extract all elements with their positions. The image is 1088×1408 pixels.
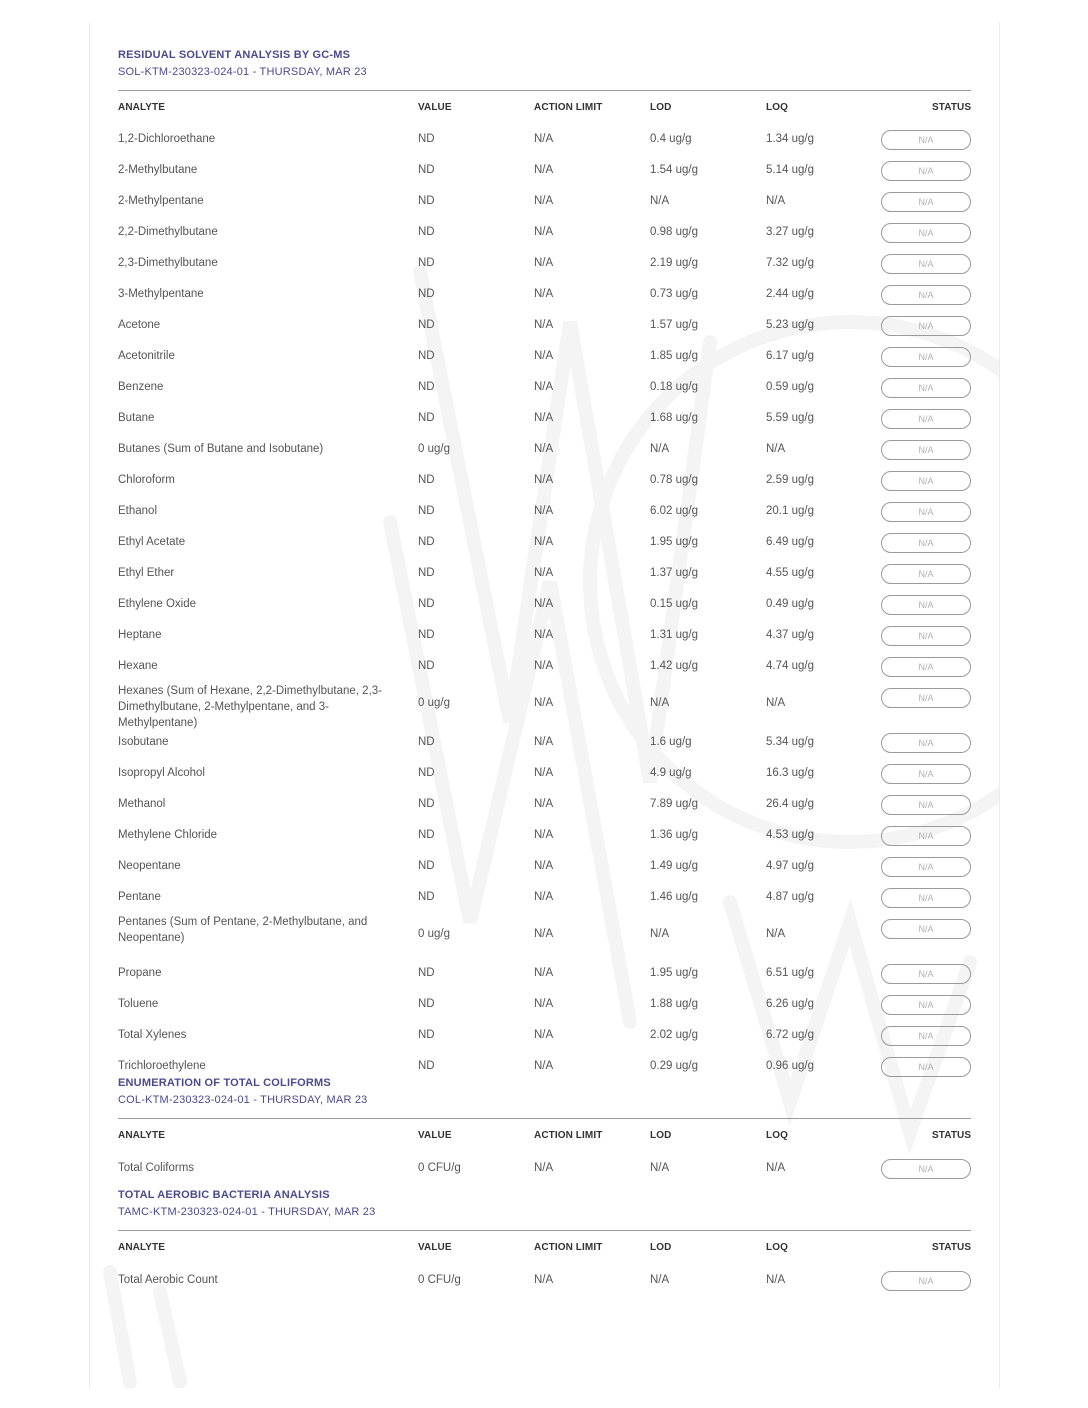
cell-value: 0 ug/g — [418, 697, 450, 709]
cell-action-limit: N/A — [534, 195, 554, 207]
cell-value: ND — [418, 629, 435, 641]
cell-value: ND — [418, 195, 435, 207]
cell-value: ND — [418, 319, 435, 331]
cell-action-limit: N/A — [534, 697, 554, 709]
cell-action-limit: N/A — [534, 226, 554, 238]
cell-analyte: Pentanes (Sum of Pentane, 2-Methylbutane, and Neopentane) — [118, 916, 368, 944]
cell-action-limit: N/A — [534, 567, 554, 579]
status-badge: N/A — [881, 688, 971, 708]
cell-value: 0 CFU/g — [418, 1274, 461, 1286]
column-header-value: VALUE — [418, 1242, 452, 1253]
cell-action-limit: N/A — [534, 1029, 554, 1041]
report-page — [89, 22, 1000, 1388]
status-badge: N/A — [881, 733, 971, 753]
cell-action-limit: N/A — [534, 860, 554, 872]
column-header-lod: LOD — [650, 1130, 672, 1141]
cell-analyte: Neopentane — [118, 860, 181, 872]
cell-loq: 5.14 ug/g — [766, 164, 814, 176]
section-subtitle: COL-KTM-230323-024-01 - THURSDAY, MAR 23 — [118, 1094, 368, 1106]
cell-lod: 0.18 ug/g — [650, 381, 698, 393]
cell-value: ND — [418, 1029, 435, 1041]
cell-action-limit: N/A — [534, 288, 554, 300]
cell-loq: 5.34 ug/g — [766, 736, 814, 748]
column-header-lod: LOD — [650, 102, 672, 113]
cell-value: ND — [418, 412, 435, 424]
cell-loq: 4.55 ug/g — [766, 567, 814, 579]
status-badge: N/A — [881, 130, 971, 150]
status-badge: N/A — [881, 223, 971, 243]
cell-analyte: 2,2-Dimethylbutane — [118, 226, 218, 238]
cell-lod: 0.78 ug/g — [650, 474, 698, 486]
cell-lod: 1.36 ug/g — [650, 829, 698, 841]
cell-value: ND — [418, 226, 435, 238]
cell-value: ND — [418, 288, 435, 300]
status-badge: N/A — [881, 764, 971, 784]
cell-loq: 5.23 ug/g — [766, 319, 814, 331]
cell-analyte: Acetone — [118, 319, 161, 331]
status-badge: N/A — [881, 1057, 971, 1077]
cell-action-limit: N/A — [534, 629, 554, 641]
cell-action-limit: N/A — [534, 536, 554, 548]
cell-lod: N/A — [650, 1162, 670, 1174]
status-badge: N/A — [881, 964, 971, 984]
cell-lod: 2.02 ug/g — [650, 1029, 698, 1041]
cell-lod: 0.4 ug/g — [650, 133, 692, 145]
cell-analyte: Acetonitrile — [118, 350, 175, 362]
cell-action-limit: N/A — [534, 474, 554, 486]
cell-loq: 1.34 ug/g — [766, 133, 814, 145]
cell-loq: 0.59 ug/g — [766, 381, 814, 393]
cell-value: 0 CFU/g — [418, 1162, 461, 1174]
status-badge: N/A — [881, 409, 971, 429]
column-header-status: STATUS — [932, 1242, 972, 1253]
cell-analyte: Ethyl Ether — [118, 567, 175, 579]
section-divider — [118, 90, 971, 91]
cell-value: ND — [418, 381, 435, 393]
cell-action-limit: N/A — [534, 928, 554, 940]
cell-analyte: Isobutane — [118, 736, 169, 748]
status-badge: N/A — [881, 888, 971, 908]
cell-analyte: Toluene — [118, 998, 159, 1010]
cell-lod: 0.29 ug/g — [650, 1060, 698, 1072]
cell-analyte: Ethanol — [118, 505, 158, 517]
cell-action-limit: N/A — [534, 1060, 554, 1072]
column-header-analyte: ANALYTE — [118, 102, 166, 113]
cell-loq: N/A — [766, 1274, 786, 1286]
cell-action-limit: N/A — [534, 767, 554, 779]
cell-loq: 6.51 ug/g — [766, 967, 814, 979]
cell-analyte: Butane — [118, 412, 155, 424]
cell-loq: 0.49 ug/g — [766, 598, 814, 610]
cell-analyte: Ethyl Acetate — [118, 536, 186, 548]
cell-loq: 4.74 ug/g — [766, 660, 814, 672]
cell-lod: 1.57 ug/g — [650, 319, 698, 331]
cell-value: ND — [418, 798, 435, 810]
cell-action-limit: N/A — [534, 164, 554, 176]
cell-loq: 0.96 ug/g — [766, 1060, 814, 1072]
cell-lod: 1.6 ug/g — [650, 736, 692, 748]
cell-action-limit: N/A — [534, 412, 554, 424]
cell-analyte: Methylene Chloride — [118, 829, 218, 841]
cell-action-limit: N/A — [534, 829, 554, 841]
cell-lod: N/A — [650, 697, 670, 709]
cell-lod: 2.19 ug/g — [650, 257, 698, 269]
status-badge: N/A — [881, 1159, 971, 1179]
cell-action-limit: N/A — [534, 257, 554, 269]
cell-value: ND — [418, 736, 435, 748]
cell-value: ND — [418, 598, 435, 610]
cell-action-limit: N/A — [534, 505, 554, 517]
cell-action-limit: N/A — [534, 598, 554, 610]
status-badge: N/A — [881, 995, 971, 1015]
cell-lod: 1.95 ug/g — [650, 536, 698, 548]
cell-analyte: Isopropyl Alcohol — [118, 767, 205, 779]
cell-lod: 1.68 ug/g — [650, 412, 698, 424]
cell-analyte: Total Aerobic Count — [118, 1274, 218, 1286]
cell-analyte: 1,2-Dichloroethane — [118, 133, 216, 145]
column-header-action-limit: ACTION LIMIT — [534, 1242, 603, 1253]
cell-lod: 1.95 ug/g — [650, 967, 698, 979]
status-badge: N/A — [881, 564, 971, 584]
cell-value: ND — [418, 505, 435, 517]
cell-lod: 1.42 ug/g — [650, 660, 698, 672]
cell-lod: 0.15 ug/g — [650, 598, 698, 610]
cell-action-limit: N/A — [534, 350, 554, 362]
cell-action-limit: N/A — [534, 736, 554, 748]
cell-loq: 4.53 ug/g — [766, 829, 814, 841]
cell-action-limit: N/A — [534, 319, 554, 331]
cell-analyte: Total Xylenes — [118, 1029, 187, 1041]
cell-value: ND — [418, 1060, 435, 1072]
cell-loq: 2.59 ug/g — [766, 474, 814, 486]
cell-loq: 20.1 ug/g — [766, 505, 814, 517]
cell-analyte: Total Coliforms — [118, 1162, 195, 1174]
cell-lod: 0.73 ug/g — [650, 288, 698, 300]
cell-value: ND — [418, 350, 435, 362]
status-badge: N/A — [881, 347, 971, 367]
cell-loq: 5.59 ug/g — [766, 412, 814, 424]
cell-lod: 0.98 ug/g — [650, 226, 698, 238]
status-badge: N/A — [881, 795, 971, 815]
cell-analyte: Ethylene Oxide — [118, 598, 196, 610]
cell-lod: N/A — [650, 1274, 670, 1286]
cell-value: ND — [418, 767, 435, 779]
cell-lod: 1.54 ug/g — [650, 164, 698, 176]
status-badge: N/A — [881, 285, 971, 305]
cell-action-limit: N/A — [534, 443, 554, 455]
column-header-loq: LOQ — [766, 102, 788, 113]
section-title: ENUMERATION OF TOTAL COLIFORMS — [118, 1077, 331, 1089]
column-header-action-limit: ACTION LIMIT — [534, 102, 603, 113]
cell-value: ND — [418, 860, 435, 872]
cell-analyte: Trichloroethylene — [118, 1060, 206, 1072]
status-badge: N/A — [881, 919, 971, 939]
cell-lod: 1.31 ug/g — [650, 629, 698, 641]
cell-loq: 16.3 ug/g — [766, 767, 814, 779]
cell-analyte: Hexanes (Sum of Hexane, 2,2-Dimethylbutane, 2,3-Dimethylbutane, 2-Methylpentane, and 3-Methylpentane) — [118, 685, 382, 729]
status-badge: N/A — [881, 471, 971, 491]
cell-action-limit: N/A — [534, 660, 554, 672]
section-subtitle: SOL-KTM-230323-024-01 - THURSDAY, MAR 23 — [118, 66, 367, 78]
cell-lod: 1.37 ug/g — [650, 567, 698, 579]
status-badge: N/A — [881, 161, 971, 181]
cell-value: 0 ug/g — [418, 928, 450, 940]
status-badge: N/A — [881, 502, 971, 522]
cell-analyte: Chloroform — [118, 474, 175, 486]
status-badge: N/A — [881, 440, 971, 460]
cell-lod: 4.9 ug/g — [650, 767, 692, 779]
cell-action-limit: N/A — [534, 967, 554, 979]
cell-analyte: Hexane — [118, 660, 158, 672]
status-badge: N/A — [881, 192, 971, 212]
status-badge: N/A — [881, 316, 971, 336]
column-header-status: STATUS — [932, 102, 972, 113]
column-header-analyte: ANALYTE — [118, 1130, 166, 1141]
cell-lod: N/A — [650, 928, 670, 940]
cell-lod: 1.49 ug/g — [650, 860, 698, 872]
cell-value: ND — [418, 829, 435, 841]
status-badge: N/A — [881, 826, 971, 846]
cell-value: ND — [418, 660, 435, 672]
cell-loq: 6.26 ug/g — [766, 998, 814, 1010]
status-badge: N/A — [881, 1271, 971, 1291]
column-header-value: VALUE — [418, 102, 452, 113]
section-divider — [118, 1118, 971, 1119]
cell-value: ND — [418, 133, 435, 145]
column-header-loq: LOQ — [766, 1242, 788, 1253]
cell-action-limit: N/A — [534, 133, 554, 145]
cell-loq: 4.87 ug/g — [766, 891, 814, 903]
cell-action-limit: N/A — [534, 1162, 554, 1174]
cell-value: ND — [418, 164, 435, 176]
cell-loq: 4.97 ug/g — [766, 860, 814, 872]
column-header-analyte: ANALYTE — [118, 1242, 166, 1253]
cell-loq: 4.37 ug/g — [766, 629, 814, 641]
status-badge: N/A — [881, 626, 971, 646]
cell-lod: 1.88 ug/g — [650, 998, 698, 1010]
cell-action-limit: N/A — [534, 891, 554, 903]
cell-loq: N/A — [766, 697, 786, 709]
cell-value: ND — [418, 567, 435, 579]
status-badge: N/A — [881, 378, 971, 398]
cell-loq: N/A — [766, 1162, 786, 1174]
section-title: TOTAL AEROBIC BACTERIA ANALYSIS — [118, 1189, 330, 1201]
cell-action-limit: N/A — [534, 381, 554, 393]
cell-analyte: Pentane — [118, 891, 161, 903]
cell-value: ND — [418, 891, 435, 903]
status-badge: N/A — [881, 657, 971, 677]
cell-action-limit: N/A — [534, 1274, 554, 1286]
cell-loq: 6.49 ug/g — [766, 536, 814, 548]
cell-loq: N/A — [766, 195, 786, 207]
status-badge: N/A — [881, 857, 971, 877]
cell-value: ND — [418, 967, 435, 979]
column-header-status: STATUS — [932, 1130, 972, 1141]
cell-lod: 6.02 ug/g — [650, 505, 698, 517]
cell-action-limit: N/A — [534, 998, 554, 1010]
column-header-lod: LOD — [650, 1242, 672, 1253]
cell-loq: 2.44 ug/g — [766, 288, 814, 300]
cell-analyte: 2-Methylbutane — [118, 164, 198, 176]
cell-analyte: Heptane — [118, 629, 162, 641]
status-badge: N/A — [881, 1026, 971, 1046]
cell-value: 0 ug/g — [418, 443, 450, 455]
cell-analyte: Benzene — [118, 381, 164, 393]
cell-value: ND — [418, 998, 435, 1010]
cell-lod: N/A — [650, 195, 670, 207]
cell-value: ND — [418, 474, 435, 486]
cell-analyte: 3-Methylpentane — [118, 288, 204, 300]
column-header-loq: LOQ — [766, 1130, 788, 1141]
cell-loq: 6.72 ug/g — [766, 1029, 814, 1041]
cell-lod: 1.46 ug/g — [650, 891, 698, 903]
cell-loq: 6.17 ug/g — [766, 350, 814, 362]
cell-analyte: Butanes (Sum of Butane and Isobutane) — [118, 443, 324, 455]
status-badge: N/A — [881, 533, 971, 553]
cell-lod: 7.89 ug/g — [650, 798, 698, 810]
cell-lod: N/A — [650, 443, 670, 455]
cell-analyte: 2-Methylpentane — [118, 195, 204, 207]
status-badge: N/A — [881, 595, 971, 615]
cell-analyte: Propane — [118, 967, 162, 979]
cell-loq: 7.32 ug/g — [766, 257, 814, 269]
section-divider — [118, 1230, 971, 1231]
section-title: RESIDUAL SOLVENT ANALYSIS BY GC-MS — [118, 49, 351, 61]
cell-loq: 3.27 ug/g — [766, 226, 814, 238]
status-badge: N/A — [881, 254, 971, 274]
cell-lod: 1.85 ug/g — [650, 350, 698, 362]
cell-action-limit: N/A — [534, 798, 554, 810]
column-header-action-limit: ACTION LIMIT — [534, 1130, 603, 1141]
cell-analyte: 2,3-Dimethylbutane — [118, 257, 218, 269]
cell-analyte: Methanol — [118, 798, 166, 810]
section-subtitle: TAMC-KTM-230323-024-01 - THURSDAY, MAR 23 — [118, 1206, 376, 1218]
cell-value: ND — [418, 536, 435, 548]
cell-loq: 26.4 ug/g — [766, 798, 814, 810]
column-header-value: VALUE — [418, 1130, 452, 1141]
cell-loq: N/A — [766, 443, 786, 455]
cell-loq: N/A — [766, 928, 786, 940]
cell-value: ND — [418, 257, 435, 269]
